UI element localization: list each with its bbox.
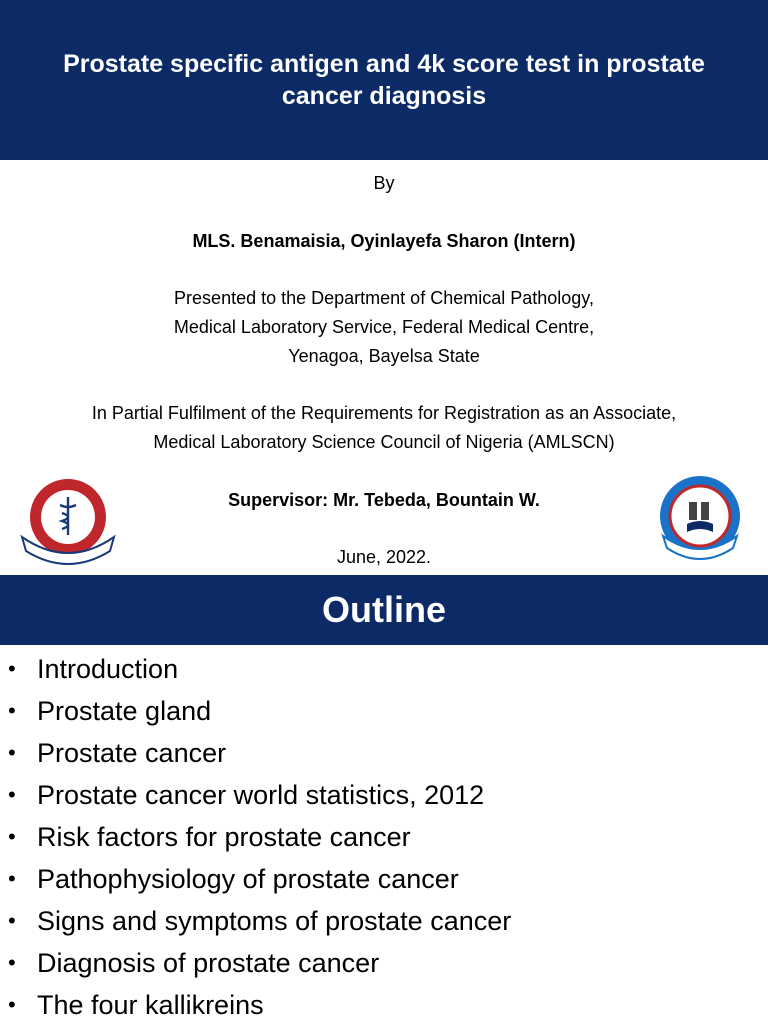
presentation-date: June, 2022. bbox=[336, 547, 432, 567]
faculty-logo-inner-disc bbox=[670, 486, 730, 546]
list-item: • Pathophysiology of prostate cancer bbox=[0, 861, 511, 903]
list-item: • Risk factors for prostate cancer bbox=[0, 819, 511, 861]
bullet-icon: • bbox=[8, 698, 16, 723]
slide-title bbox=[55, 48, 713, 112]
internship-faculty-logo bbox=[657, 474, 743, 562]
slide-title-line-1: Prostate specific antigen and 4k score test in prostate bbox=[63, 50, 705, 78]
list-item: • Diagnosis of prostate cancer bbox=[0, 945, 511, 987]
list-item: • Prostate cancer bbox=[0, 735, 511, 777]
list-item: • The four kallikreins bbox=[0, 987, 511, 1029]
supervisor-name: Supervisor: Mr. Tebeda, Bountain W. bbox=[228, 490, 540, 510]
presented-line-3: Yenagoa, Bayelsa State bbox=[288, 346, 480, 366]
presented-line-2: Medical Laboratory Service, Federal Medical Centre, bbox=[173, 317, 595, 337]
outline-heading: Outline bbox=[322, 589, 446, 630]
bullet-icon: • bbox=[8, 782, 16, 807]
fulfilment-line-2: Medical Laboratory Science Council of Nigeria (AMLSCN) bbox=[153, 432, 615, 452]
bullet-icon: • bbox=[8, 824, 16, 849]
by-label: By bbox=[373, 173, 395, 193]
outline-list bbox=[0, 651, 511, 1029]
bullet-icon: • bbox=[8, 908, 16, 933]
title-banner bbox=[0, 0, 768, 160]
bullet-icon: • bbox=[8, 866, 16, 891]
bullet-icon: • bbox=[8, 950, 16, 975]
fulfilment-line-1: In Partial Fulfilment of the Requirements for Registration as an Associate, bbox=[91, 403, 677, 423]
list-item: • Prostate gland bbox=[0, 693, 511, 735]
presented-line-1: Presented to the Department of Chemical Pathology, bbox=[174, 288, 594, 308]
list-item: • Prostate cancer world statistics, 2012 bbox=[0, 777, 511, 819]
outline-slide bbox=[0, 575, 768, 1024]
author-name: MLS. Benamaisia, Oyinlayefa Sharon (Intern) bbox=[192, 231, 576, 251]
list-item: • Introduction bbox=[0, 651, 511, 693]
bullet-icon: • bbox=[8, 740, 16, 765]
outline-banner bbox=[0, 575, 768, 645]
slide-title-line-2: cancer diagnosis bbox=[281, 82, 487, 110]
list-item: • Signs and symptoms of prostate cancer bbox=[0, 903, 511, 945]
bullet-icon: • bbox=[8, 656, 16, 681]
fmc-logo bbox=[18, 477, 118, 567]
bullet-icon: • bbox=[8, 992, 16, 1017]
